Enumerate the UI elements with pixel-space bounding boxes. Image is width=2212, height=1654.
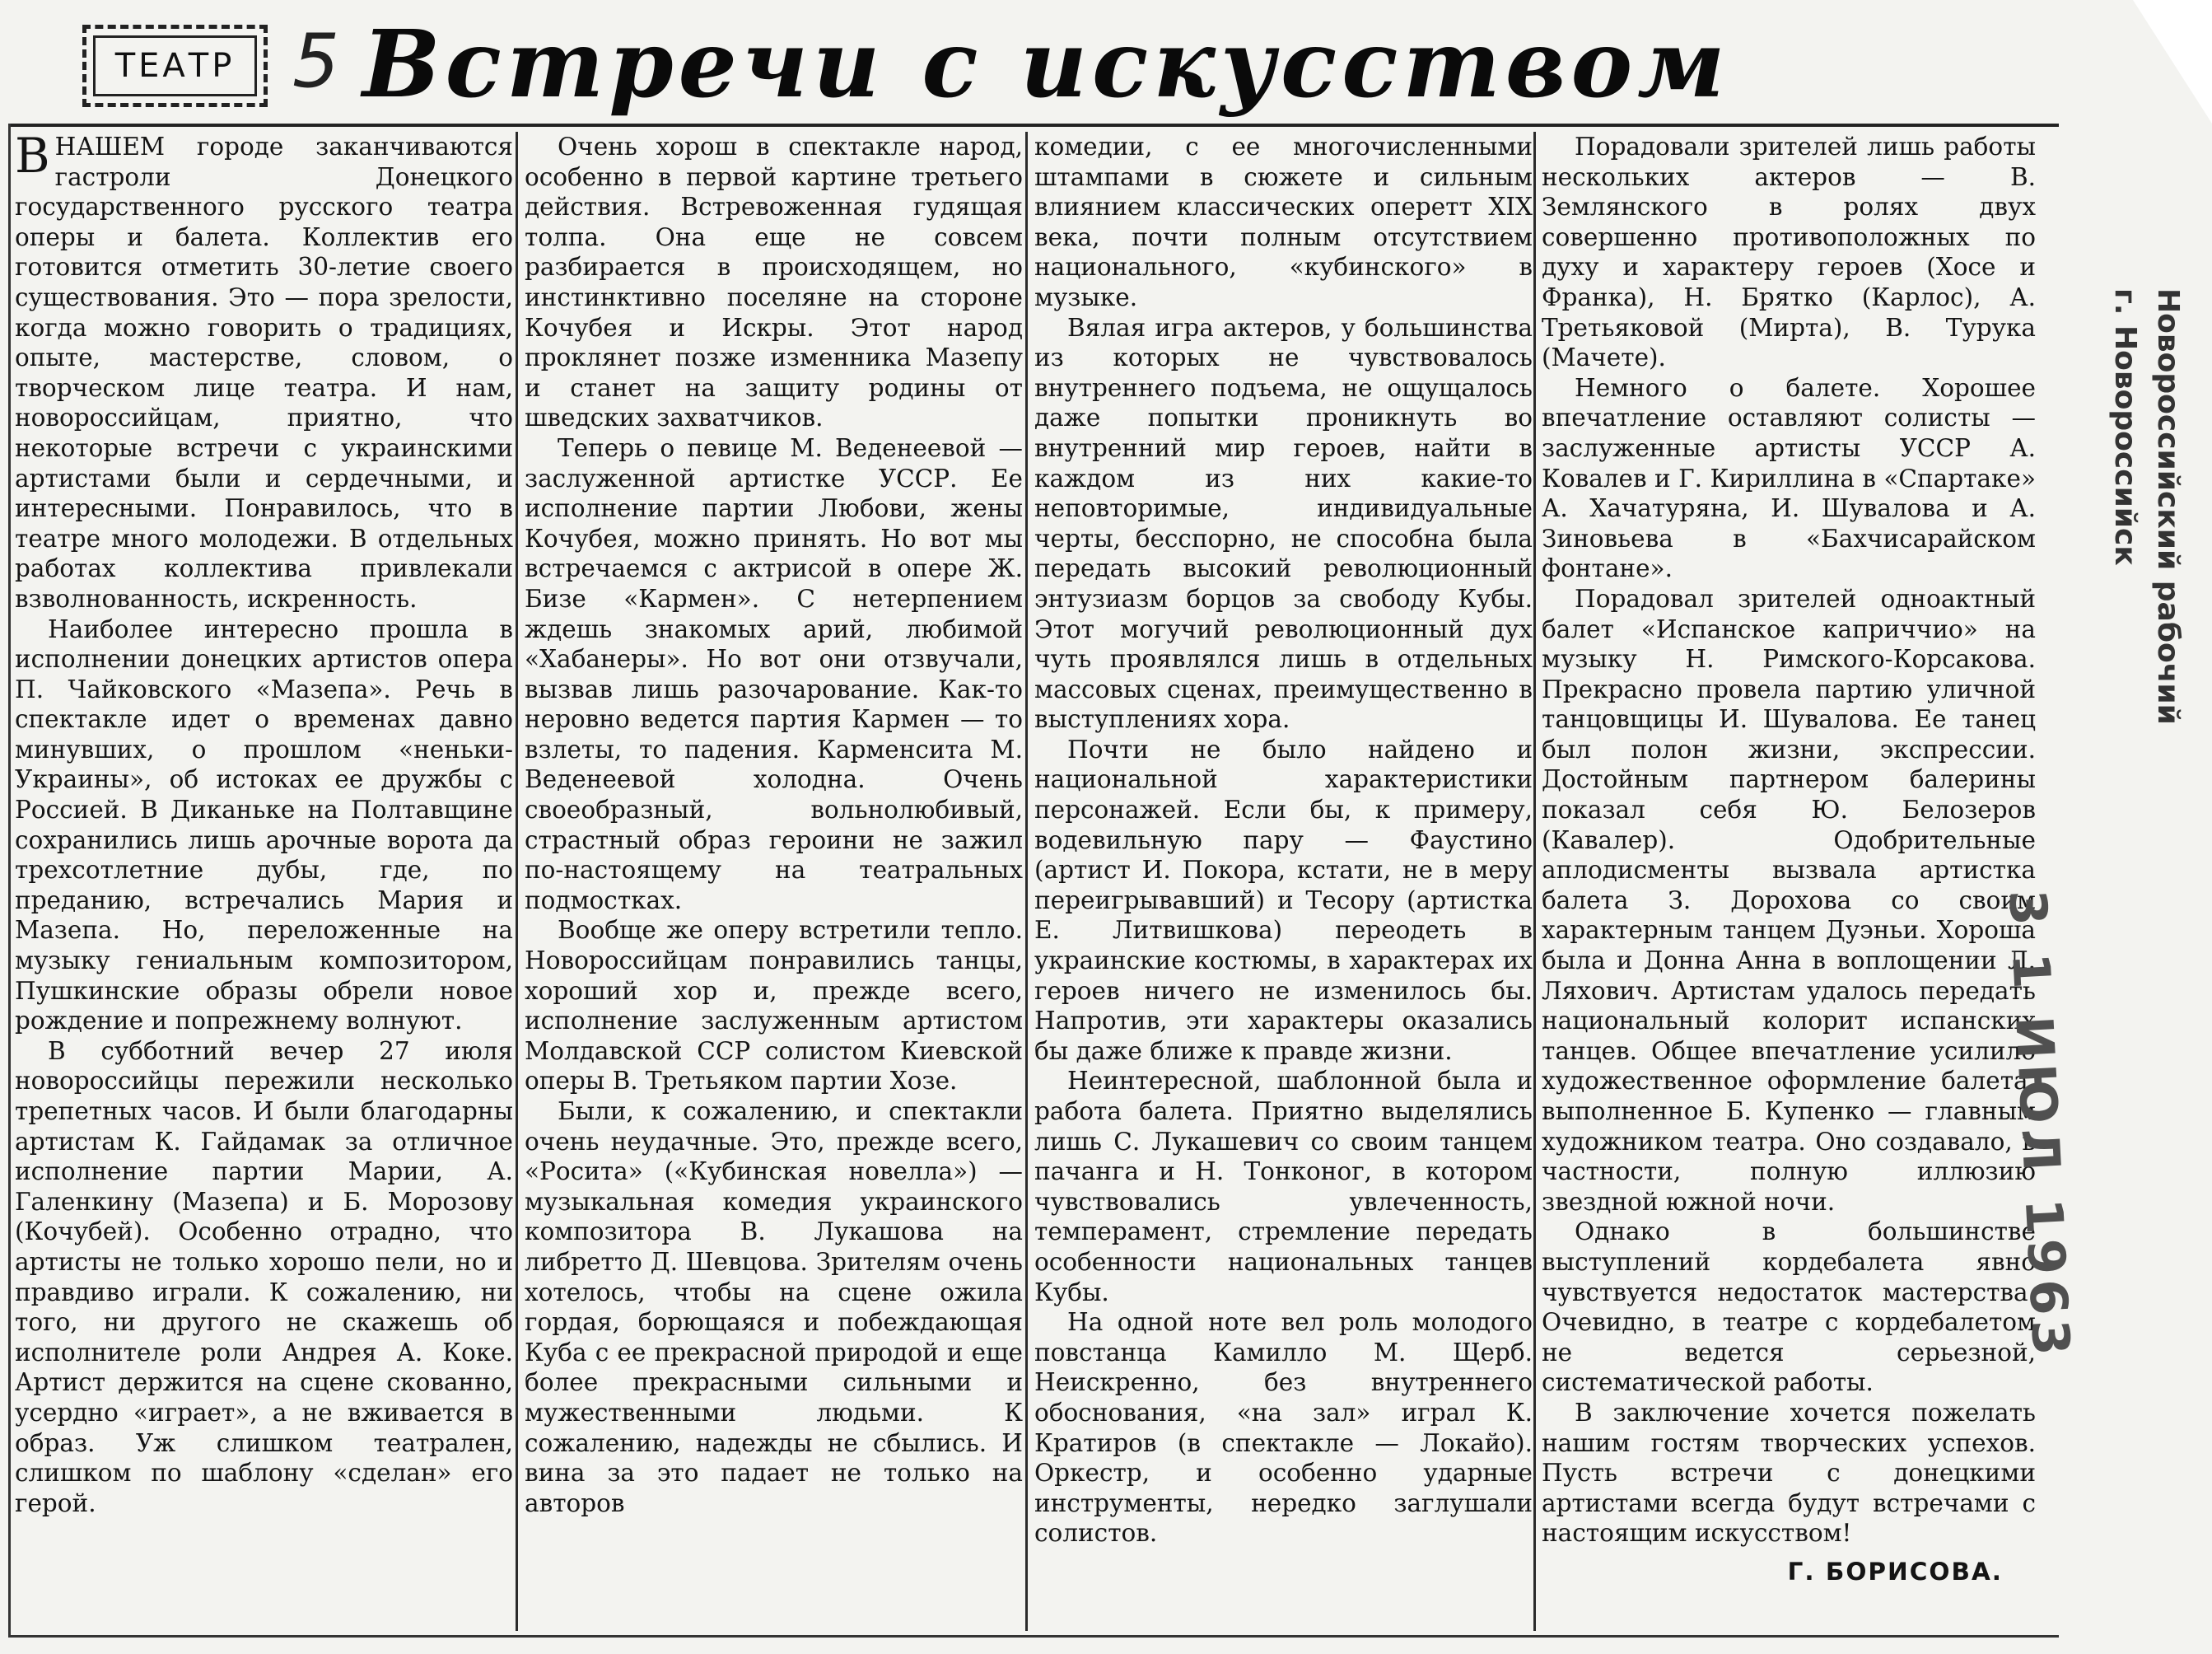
- left-rule: [8, 124, 11, 1638]
- paragraph: В субботний вечер 27 июля новороссийцы пережили несколько трепетных часов. И были благодарны артистам К. Гайдамак за отличное исполнение партии Марии, А. Галенкину (Мазепа) и Б. Морозову (Кочубей). Особенно отрадно, что артисты не только хорошо пели, но и правдиво играли. К сожалению, ни того, ни другого не скажешь об исполнителе роли Андрея А. Коке. Артист держится на сцене скованно, усердно «играет», а не вживается в образ. Уж слишком театрален, слишком по шаблону «сделан» его герой.: [15, 1036, 513, 1517]
- paragraph: Немного о балете. Хорошее впечатление оставляют солисты — заслуженные артисты УССР А. Ковалев и Г. Кириллина в «Спартаке» А. Хачатуряна, И. Шувалова и А. Зиновьева в «Бахчисарайском фонтане».: [1542, 373, 2036, 583]
- paragraph: В заключение хочется пожелать нашим гостям творческих успехов. Пусть встречи с донецкими артистами всегда будут встречами с настоящим искусством!: [1542, 1398, 2036, 1548]
- paragraph: Порадовали зрителей лишь работы нескольких актеров — В. Землянского в ролях двух совершенно противоположных по духу и характеру героев (Хосе и Франка), Н. Брятко (Карлос), А. Третьяковой (Мирта), В. Турука (Мачете).: [1542, 133, 2036, 372]
- newspaper-city: г. Новороссийск: [2108, 288, 2142, 566]
- newspaper-source-stamp: [2065, 288, 2189, 750]
- top-rule: [8, 124, 2059, 127]
- article-column-2: [525, 132, 1023, 1631]
- paragraph: На одной ноте вел роль молодого повстанца Камилло М. Щерб. Неискренно, без внутреннего обоснования, «на зал» играл К. Кратиров (в спектакле — Локайо). Оркестр, и особенно ударные инструменты, нередко заглушали солистов.: [1034, 1308, 1533, 1548]
- paragraph: Вялая игра актеров, у большинства из которых не чувствовалось внутреннего подъема, не ощущалось даже попытки проникнуть во внутренний мир героев, найти в каждом из них какие-то неповторимые, индивидуальные черты, бесспорно, не способна была передать высокий революционный энтузиазм борцов за свободу Кубы. Этот могучий революционный дух чуть проявлялся лишь в отдельных массовых сценах, преимущественно в выступлениях хора.: [1034, 313, 1533, 734]
- handwritten-mark: 5: [292, 18, 340, 105]
- bottom-rule: [8, 1635, 2059, 1638]
- newspaper-name: Новороссийский рабочий: [2151, 288, 2185, 725]
- article-column-3: [1034, 132, 1533, 1631]
- paragraph: Были, к сожалению, и спектакли очень неудачные. Это, прежде всего, «Росита» («Кубинская новелла») — музыкальная комедия украинского композитора В. Лукашова на либретто Д. Шевцова. Зрителям очень хотелось, чтобы на сцене ожила гордая, борющаяся и побеждающая Куба с ее прекрасной природой и еще более прекрасными сильными и мужественными людьми. К сожалению, надежды не сбылись. И вина за это падает не только на авторов: [525, 1097, 1023, 1517]
- paragraph: Очень хорош в спектакле народ, особенно в первой картине третьего действия. Встревоженная гудящая толпа. Она еще не совсем разбирается в происходящем, но инстинктивно поселяне на стороне Кочубея и Искры. Этот народ проклянет позже изменника Мазепу и станет на защиту родины от шведских захватчиков.: [525, 133, 1023, 432]
- article-column-4: [1542, 132, 2036, 1631]
- paragraph: Неинтересной, шаблонной была и работа балета. Приятно выделялись лишь С. Лукашевич со своим танцем пачанга и Н. Тонконог, в котором чувствовались увлеченность, темперамент, стремление передать особенности национальных танцев Кубы.: [1034, 1067, 1533, 1306]
- section-label: ТЕАТР: [82, 25, 268, 107]
- column-divider: [1025, 132, 1028, 1631]
- article-column-1: [15, 132, 513, 1631]
- paragraph: Теперь о певице М. Веденеевой — заслуженной артистке УССР. Ее исполнение партии Любови, жены Кочубея, можно принять. Но вот мы встречаемся с актрисой в опере Ж. Бизе «Кармен». С нетерпением ждешь знакомых арий, любимой «Хабанеры». Но вот они отзвучали, вызвав лишь разочарование. Как-то неровно ведется партия Кармен — то взлеты, то падения. Карменсита М. Веденеевой холодна. Очень своеобразный, вольнолюбивый, страстный образ героини не зажил по-настоящему на театральных подмостках.: [525, 433, 1023, 914]
- paragraph: комедии, с ее многочисленными штампами в сюжете и сильным влиянием классических оперетт XIX века, почти полным отсутствием национального, «кубинского» в музыке.: [1034, 133, 1533, 311]
- date-stamp: 3 1 ИЮЛ 1963: [1997, 888, 2082, 1362]
- author-signature: Г. БОРИСОВА.: [1787, 1557, 2003, 1586]
- paragraph: Однако в большинстве выступлений кордебалета явно чувствуется недостаток мастерства. Очевидно, в театре с кордебалетом не ведется серьезной, систематической работы.: [1542, 1217, 2036, 1397]
- paragraph: Порадовал зрителей одноактный балет «Испанское каприччио» на музыку Н. Римского-Корсакова. Прекрасно провела партию уличной танцовщицы И. Шувалова. Ее танец был полон жизни, экспрессии. Достойным партнером балерины показал себя Ю. Белозеров (Кавалер). Одобрительные аплодисменты вызвала артистка балета З. Дорохова со своим характерным танцем Дуэньи. Хороша была и Донна Анна в воплощении Л. Ляхович. Артистам удалось передать национальный колорит испанских танцев. Общее впечатление усилило художественное оформление балета, выполненное Б. Купенко — главным художником театра. Оно создавало, в частности, полную иллюзию звездной южной ночи.: [1542, 584, 2036, 1216]
- paragraph: Почти не было найдено и национальной характеристики персонажей. Если бы, к примеру, водевильную пару — Фаустино (артист И. Покора, кстати, не в меру переигрывавший) и Тесору (артистка Е. Литвишкова) переодеть в украинские костюмы, в характерах их героев ничего не изменилось бы. Напротив, эти характеры оказались бы даже ближе к правде жизни.: [1034, 735, 1533, 1065]
- paragraph: Вообще же оперу встретили тепло. Новороссийцам понравились танцы, хороший хор и, прежде всего, исполнение заслуженным артистом Молдавской ССР солистом Киевской оперы В. Третьяком партии Хозе.: [525, 916, 1023, 1096]
- drop-cap: В: [15, 132, 50, 184]
- column-divider: [1533, 132, 1536, 1631]
- column-divider: [516, 132, 518, 1631]
- paragraph: Наиболее интересно прошла в исполнении донецких артистов опера П. Чайковского «Мазепа». Речь в спектакле идет о временах давно минувших, о прошлом «неньки-Украины», об истоках ее дружбы с Россией. В Диканьке на Полтавщине сохранились лишь арочные ворота да трехсотлетние дубы, где, по преданию, встречались Мария и Мазепа. Но, переложенные на музыку гениальным композитором, Пушкинские образы обрели новое рождение и попрежнему волнуют.: [15, 614, 513, 1035]
- lead-paragraph: В НАШЕМ городе заканчиваются гастроли Донецкого государственного русского театра оперы и балета. Коллектив его готовится отметить 30-летие своего существования. Это — пора зрелости, когда можно говорить о традициях, опыте, мастерстве, словом, о творческом лице театра. И нам, новороссийцам, приятно, что некоторые встречи с украинскими артистами были и сердечными, и интересными. Понравилось, что в театре много молодежи. В отдельных работах коллектива привлекали взволнованность, искренность.: [15, 132, 513, 613]
- headline: Встречи с искусством: [362, 10, 1730, 119]
